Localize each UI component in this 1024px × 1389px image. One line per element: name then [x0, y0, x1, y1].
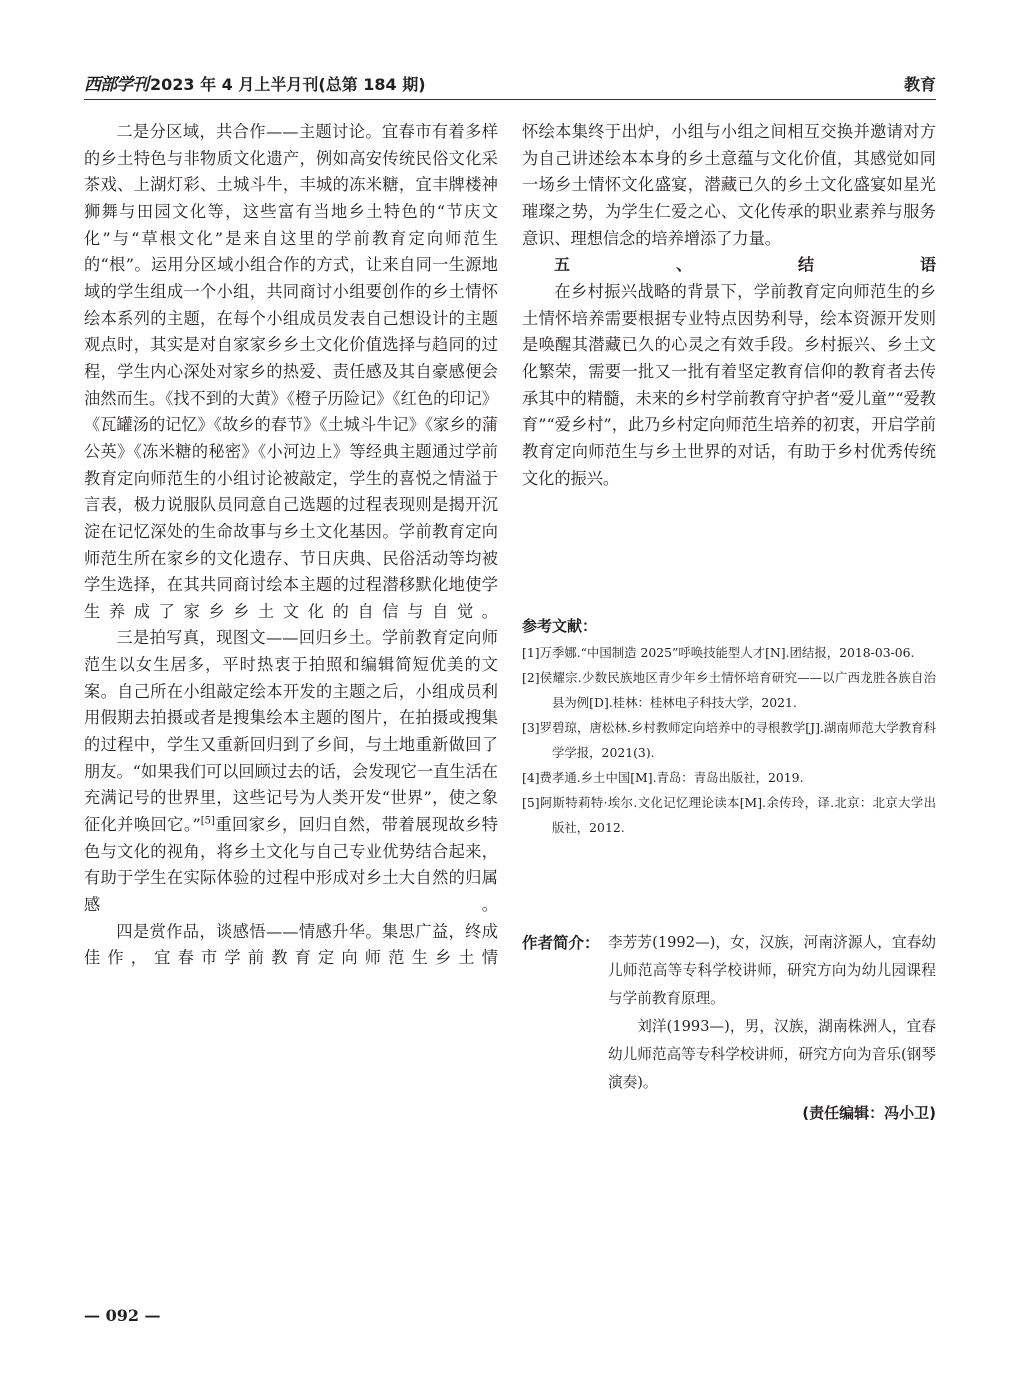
reference-item: [4]费孝通.乡土中国[M].青岛：青岛出版社，2019. — [522, 770, 804, 785]
paragraph-text: 二是分区域，共合作——主题讨论。宜春市有着多样的乡土特色与非物质文化遗产，例如高安传统民俗文化采茶戏、上湖灯彩、土城斗牛，丰城的冻米糖，宜丰牌楼神狮舞与田园文化等，这些富有当地乡土特色的“节庆文化”与“草根文化”是来自这里的学前教育定向师范生的“根”。运用分区域小组合作的方式，让来自同一生源地域的学生组成一个小组，共同商讨小组要创作的乡土情怀绘本系列的主题，在每个小组成员发表自己想设计的主题观点时，其实是对自家家乡乡土文化价值选择与趋同的过程，学生内心深处对家乡的热爱、责任感及其自豪感便会油然而生。《找不到的大黄》《橙子历险记》《红色的印记》《瓦罐汤的记忆》《故乡的春节》《土城斗牛记》《家乡的蒲公英》《冻米糖的秘密》《小河边上》等经典主题通过学前教育定向师范生的小组讨论被敲定，学生的喜悦之情溢于言表，极力说服队员同意自己选题的过程表现则是揭开沉淀在记忆深处的生命故事与乡土文化基因。学前教育定向师范生所在家乡的文化遗存、节日庆典、民俗活动等均被学生选择，在其共同商讨绘本主题的过程潜移默化地使学生养成了家乡乡土文化的自信与自觉。 — [84, 122, 498, 621]
journal-title — [84, 73, 426, 97]
running-header — [84, 73, 936, 97]
left-column — [84, 119, 498, 972]
reference-item: [2]侯耀宗.少数民族地区青少年乡土情怀培育研究——以广西龙胜各族自治县为例[D].桂林：桂林电子科技大学，2021. — [522, 670, 936, 710]
paragraph-photography — [84, 625, 498, 918]
right-column — [522, 119, 936, 492]
paragraph-text: 在乡村振兴战略的背景下，学前教育定向师范生的乡土情怀培养需要根据专业特点因势利导，绘本资源开发则是唤醒其潜藏已久的心灵之有效手段。乡村振兴、乡土文化繁荣，需要一批又一批有着坚定教育信仰的教育者去传承其中的精髓，未来的乡村学前教育守护者“爱儿童”“爱教育”“爱乡村”，此乃乡村定向师范生培养的初衷，开启学前教育定向师范生与乡土世界的对话，有助于乡村优秀传统文化的振兴。 — [522, 281, 936, 488]
section-label: 教育 — [903, 75, 936, 94]
paragraph-text: 三是拍写真，现图文——回归乡土。学前教育定向师范生以女生居多，平时热衷于拍照和编辑简短优美的文案。自己所在小组敲定绘本开发的主题之后，小组成员利用假期去拍摄或者是搜集绘本主题的图片，在拍摄或搜集的过程中，学生又重新回归到了乡间，与土地重新做回了朋友。“如果我们可以回顾过去的话，会发现它一直生活在充满记号的世界里，这些记号为人类开发“世界”，使之象征化并唤回它。” — [84, 628, 498, 835]
section-heading-conclusion: 五、结语 — [554, 255, 936, 275]
header-rule — [84, 99, 936, 100]
paragraph-text-continued: 重回家乡，回归自然，带着展现故乡特色与文化的视角，将乡土文化与自己专业优势结合起来，有助于学生在实际体验的过程中形成对乡土大自然的归属感。 — [84, 815, 498, 915]
journal-logo: 西部学刊 — [84, 75, 148, 95]
responsible-editor: (责任编辑：冯小卫) — [802, 1104, 936, 1122]
paragraph-text: 四是赏作品，谈感悟——情感升华。集思广益，终成佳作，宜春市学前教育定向师范生乡土情 — [84, 921, 498, 968]
reference-item: [3]罗碧琼，唐松林.乡村教师定向培养中的寻根教学[J].湖南师范大学教育科学学报，2021(3). — [522, 720, 936, 760]
page-number: — 092 — — [84, 1306, 161, 1325]
issue-info: 2023 年 4 月上半月刊(总第 184 期) — [150, 75, 426, 94]
paragraph-continuation — [522, 119, 936, 252]
author-section — [522, 929, 936, 1127]
author-bio: 刘洋(1993—)，男，汉族，湖南株洲人，宜春幼儿师范高等专科学校讲师，研究方向为音乐(钢琴演奏)。 — [608, 1018, 936, 1091]
author-label: 作者简介： — [522, 934, 600, 952]
references-title: 参考文献： — [522, 617, 598, 635]
reference-item: [5]阿斯特莉特·埃尔.文化记忆理论读本[M].余传玲，译.北京：北京大学出版社，2012. — [522, 795, 936, 835]
reference-item: [1]万季娜.“中国制造 2025”呼唤技能型人才[N].团结报，2018-03-06. — [522, 645, 915, 660]
citation-marker: [5] — [200, 815, 215, 827]
author-bio: 李芳芳(1992—)，女，汉族，河南济源人，宜春幼儿师范高等专科学校讲师，研究方向为幼儿园课程与学前教育原理。 — [608, 934, 936, 1007]
paragraph-text: 怀绘本集终于出炉，小组与小组之间相互交换并邀请对方为自己讲述绘本本身的乡土意蕴与文化价值，其感觉如同一场乡土情怀文化盛宴，潜藏已久的乡土文化盛宴如星光璀璨之势，为学生仁爱之心、文化传承的职业素养与服务意识、理想信念的培养增添了力量。 — [522, 122, 936, 248]
paragraph-regional-discussion — [84, 119, 498, 625]
paragraph-conclusion — [522, 279, 936, 492]
paragraph-appreciation — [84, 919, 498, 972]
references-section — [522, 614, 936, 840]
